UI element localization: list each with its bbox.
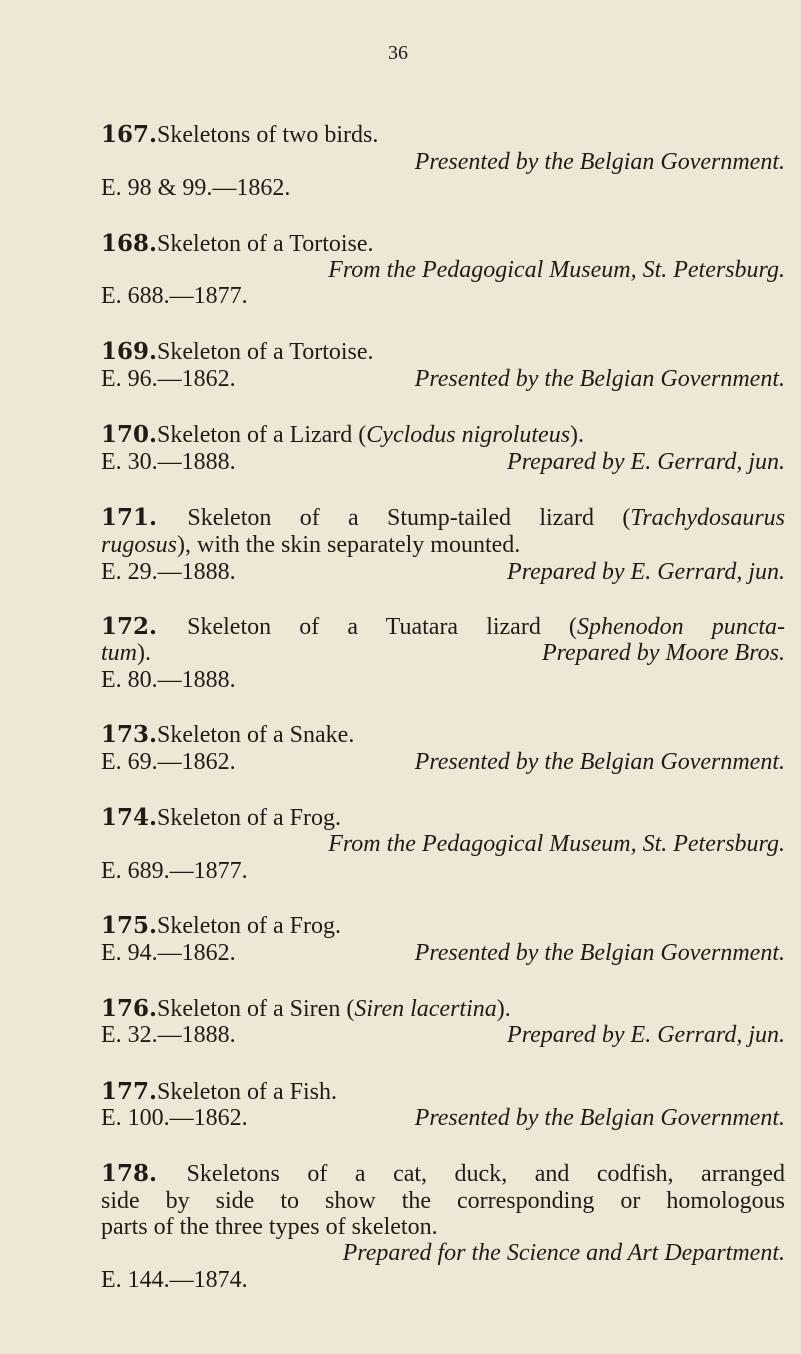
entry-line [101,531,785,559]
entry-text: parts of the three types of skeleton. [101,1214,438,1240]
entry-number: 170. [101,421,158,448]
entry-line [101,421,785,449]
entry-text: E. 80.—1888. [101,667,236,693]
entry-text: E. 69.—1862. [101,749,236,775]
entry-line-left [101,448,236,476]
entry-line [101,1187,785,1215]
entry-line [101,939,785,967]
entry-line [101,1266,785,1294]
entry-text: E. 29.—1888. [101,559,236,585]
entry-text: Skeleton of a Tortoise. [157,339,374,365]
entry-line [101,830,785,858]
entry-line [101,666,785,694]
entry-line-left [101,558,236,586]
entry-text: Skeleton of a Stump-tailed lizard ( [187,505,631,531]
italic-text: Presented by the Belgian Government. [414,749,785,775]
entry-line [101,1104,785,1132]
entry-line [101,613,785,641]
italic-text: Presented by the Belgian Government. [414,940,785,966]
entry-line [101,448,785,476]
entry-text: Skeleton of a Lizard ( [157,422,367,448]
entry-text: Skeleton of a Frog. [157,805,342,831]
entry-line [101,748,785,776]
entry-text: E. 98 & 99.—1862. [101,175,291,201]
entry-number: 178. [101,1160,187,1187]
italic-text: Presented by the Belgian Government. [414,149,785,175]
entry-number: 172. [101,613,188,640]
entry-line [101,721,785,749]
entry-number: 171. [101,504,188,531]
entry-line [101,174,785,202]
entry-number: 177. [101,1078,158,1105]
entry-number: 169. [101,338,158,365]
italic-text: Prepared by E. Gerrard, jun. [507,559,785,585]
entry-line [101,804,785,832]
entry-line [101,256,785,284]
entry-line [101,365,785,393]
italic-text: Presented by the Belgian Government. [414,366,785,392]
entry-line [101,1021,785,1049]
entry-line-left [101,939,236,967]
italic-text: Cyclodus nigroluteus [366,422,571,448]
entry-line [101,230,785,258]
entry-line-left [101,365,236,393]
entry-number: 175. [101,912,158,939]
entry-text: ). [496,996,511,1022]
italic-text: Prepared for the Science and Art Department. [342,1240,785,1266]
entry-text: E. 30.—1888. [101,449,236,475]
italic-text: Sphenodon puncta- [576,614,786,640]
italic-text: rugosus [101,532,178,558]
entry-text: E. 144.—1874. [101,1267,248,1293]
entry-line [101,558,785,586]
italic-text: Siren lacertina [354,996,497,1022]
entry-text: E. 688.—1877. [101,283,248,309]
italic-text: Trachydosaurus [630,505,785,531]
entry-line [101,1239,785,1267]
entry-text: Skeleton of a Tortoise. [157,231,374,257]
entry-number: 174. [101,804,158,831]
entry-line [101,639,785,667]
entry-line [101,121,785,149]
entry-text: Skeleton of a Fish. [157,1079,338,1105]
entry-text: E. 689.—1877. [101,858,248,884]
entry-line [101,504,785,532]
entry-number: 176. [101,995,158,1022]
entry-number: 168. [101,230,158,257]
italic-text: Prepared by E. Gerrard, jun. [507,449,785,475]
entry-text: ), with the skin separately mounted. [177,532,521,558]
italic-text: Presented by the Belgian Government. [414,1105,785,1131]
entry-text: E. 32.—1888. [101,1022,236,1048]
italic-text: tum [101,640,137,666]
entry-line-left [101,1021,236,1049]
entry-text: E. 96.—1862. [101,366,236,392]
italic-text: Prepared by E. Gerrard, jun. [507,1022,785,1048]
italic-text: Prepared by Moore Bros. [541,640,785,666]
italic-text: From the Pedagogical Museum, St. Petersburg. [328,257,785,283]
entry-line-left [101,748,236,776]
entry-line [101,912,785,940]
entry-text: ). [137,640,151,666]
entry-text: Skeleton of a Snake. [157,722,355,748]
entry-line [101,1160,785,1188]
entry-line [101,338,785,366]
entry-number: 173. [101,721,158,748]
page-number: 36 [388,42,408,64]
entry-line [101,1213,785,1241]
entry-text: ). [570,422,585,448]
entry-text: E. 94.—1862. [101,940,236,966]
entry-text: E. 100.—1862. [101,1105,248,1131]
entry-line [101,148,785,176]
entry-line-left [101,639,151,667]
entry-text: Skeleton of a Siren ( [157,996,355,1022]
entry-text: Skeletons of a cat, duck, and codfish, arranged [186,1161,785,1187]
entry-number: 167. [101,121,158,148]
entry-text: Skeleton of a Tuatara lizard ( [187,614,577,640]
italic-text: From the Pedagogical Museum, St. Petersburg. [328,831,785,857]
entry-line [101,1078,785,1106]
entry-line-left [101,1104,248,1132]
entry-line [101,995,785,1023]
entry-line [101,857,785,885]
entry-line [101,282,785,310]
entry-text: side by side to show the corresponding or homologous [101,1188,785,1214]
entry-text: Skeletons of two birds. [157,122,379,148]
entry-text: Skeleton of a Frog. [157,913,342,939]
